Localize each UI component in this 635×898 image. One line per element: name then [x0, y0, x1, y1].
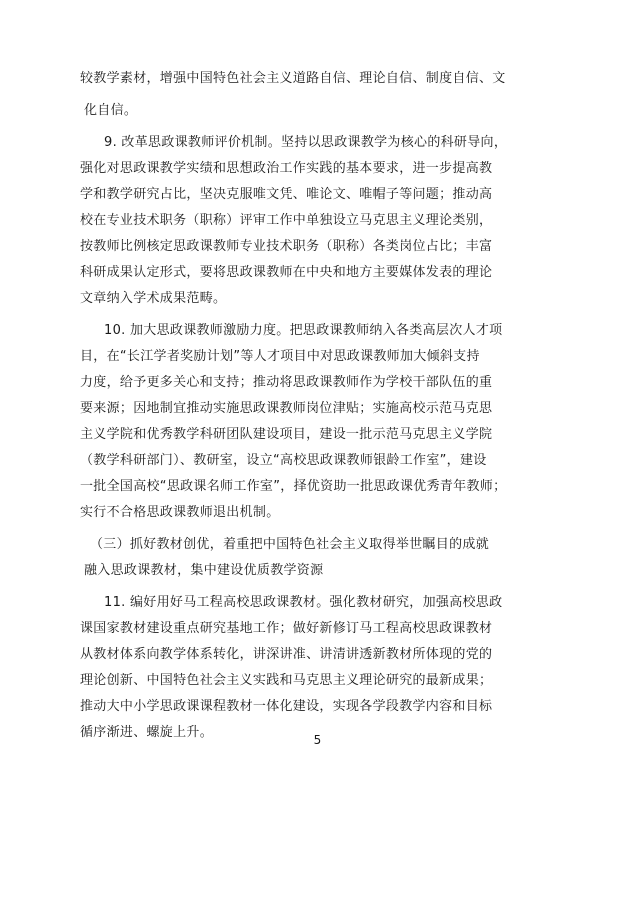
text-line: 实行不合格思政课教师退出机制。: [80, 505, 280, 520]
section-heading-line: 融入思政课教材，集中建设优质教学资源: [84, 563, 324, 578]
text-line: 学和教学研究占比，坚决克服唯文凭、唯论文、唯帽子等问题；推动高: [80, 187, 493, 202]
text-line: 理论创新、中国特色社会主义实践和马克思主义理论研究的最新成果；: [80, 673, 493, 688]
text-line: 推动大中小学思政课课程教材一体化建设，实现各学段教学内容和目标: [80, 699, 493, 714]
text-line: （教学科研部门）、教研室，设立“高校思政课教师银龄工作室”，建设: [80, 453, 487, 468]
text-line: 10. 加大思政课教师激励力度。把思政课教师纳入各类高层次人才项: [104, 323, 503, 338]
text-line: 按教师比例核定思政课教师专业技术职务（职称）各类岗位占比；丰富: [80, 239, 493, 254]
text-line: 强化对思政课教学实绩和思想政治工作实践的基本要求，进一步提高教: [80, 161, 493, 176]
text-line: 较教学素材，增强中国特色社会主义道路自信、理论自信、制度自信、文: [80, 71, 506, 86]
text-line: 化自信。: [84, 103, 138, 118]
text-line: 11. 编好用好马工程高校思政课教材。强化教材研究，加强高校思政: [104, 595, 503, 610]
text-line: 一批全国高校“思政课名师工作室”，择优资助一批思政课优秀青年教师；: [80, 479, 507, 494]
section-heading-line: （三）抓好教材创优，着重把中国特色社会主义取得举世瞩目的成就: [90, 537, 490, 552]
page-number: 5: [313, 733, 322, 747]
text-line: 从教材体系向教学体系转化，讲深讲准、讲清讲透新教材所体现的党的: [80, 647, 493, 662]
text-line: 校在专业技术职务（职称）评审工作中单独设立马克思主义理论类别，: [80, 213, 493, 228]
text-line: 力度，给予更多关心和支持；推动将思政课教师作为学校干部队伍的重: [80, 375, 493, 390]
text-line: 主义学院和优秀教学科研团队建设项目，建设一批示范马克思主义学院: [80, 427, 493, 442]
text-line: 要来源；因地制宜推动实施思政课教师岗位津贴；实施高校示范马克思: [80, 401, 493, 416]
text-line: 循序渐进、螺旋上升。: [80, 725, 214, 740]
text-line: 文章纳入学术成果范畴。: [80, 291, 227, 306]
text-line: 科研成果认定形式，要将思政课教师在中央和地方主要媒体发表的理论: [80, 265, 493, 280]
text-line: 课国家教材建设重点研究基地工作；做好新修订马工程高校思政课教材: [80, 621, 493, 636]
text-line: 目，在“长江学者奖励计划”等人才项目中对思政课教师加大倾斜支持: [80, 349, 480, 364]
text-line: 9. 改革思政课教师评价机制。坚持以思政课教学为核心的科研导向，: [104, 135, 508, 150]
